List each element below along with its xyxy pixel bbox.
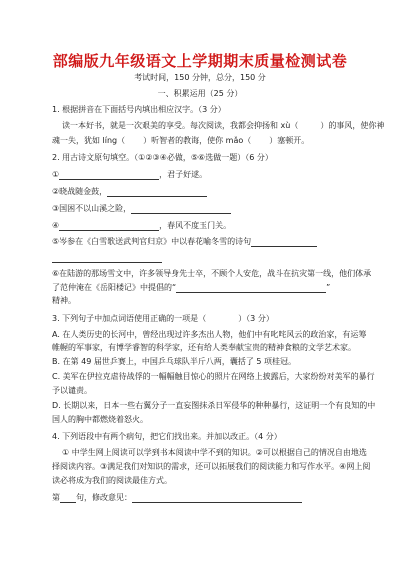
exam-info: 考试时间，150 分钟，总分，150 分 [134,73,266,82]
poem-item-6: ⑥在陆游的那场雪文中，许多领导身先士卒，不顾个人安危，战斗在抗灾第一线，他们体承 [52,269,372,278]
option-a: A. 在人类历史的长河中，曾经出现过许多杰出人物，他们中有叱咤风云的政治家，有运筹 [52,330,367,339]
option-d-cont: 国人的胸中都燃烧着怒火。 [52,415,148,424]
text-segment: ” [326,283,331,292]
question-4-prompt: 4. 下列语段中有两个病句，把它们找出来。并加以改正。（4 分） [52,432,282,441]
revision-blank[interactable] [132,494,302,503]
question-3-prompt [52,314,362,324]
pinyin-answer-blank[interactable] [298,123,320,131]
text-segment: 3. 下列句子中加点词语使用正确的一项是 [52,314,199,323]
poem-item-4 [52,221,362,231]
item-number: ① [52,170,60,179]
pinyin-answer-blank[interactable] [251,138,269,146]
poem-item-3 [52,204,362,214]
text-segment: 第 [52,493,60,502]
text-segment: ）的事风，使你神 [320,121,385,130]
answer-blank[interactable] [107,188,207,197]
item-number: ④ [52,221,60,230]
answer-blank[interactable] [52,254,162,263]
text-segment: 读一本好书，就是一次艰美的享受。每次阅读，我都会抑扬和 xù（ [62,121,299,130]
question-2-prompt: 2. 用古诗文原句填空。（①②③④必做，⑤⑥选做一题）（6 分） [52,153,273,162]
paragraph-line: ① 中学生网上阅读可以学到书本阅读中学不到的知识。②可以根据自己的情况自由地选 [62,448,367,457]
answer-blank[interactable] [59,222,159,231]
sentence-number-blank[interactable] [60,494,76,503]
text-segment: ③国困不以山溪之险， [52,204,132,213]
text-segment: ，君子好逑。 [159,170,208,179]
text-segment: ⑤岑参在《白雪歌送武判官归京》中以春花喻冬雪的诗句 [52,237,252,246]
answer-blank[interactable] [59,171,159,180]
poem-item-1 [52,170,362,180]
pinyin-answer-blank[interactable] [125,138,143,146]
paragraph-line: 择阅读内容。③满足我们对知识的需求，还可以拓展我们的阅读能力和写作水平。④网上阅 [52,462,371,471]
option-c-cont: 予以谴责。 [52,386,92,395]
poem-item-6-cont [52,283,362,293]
question-1-text-line [62,121,385,131]
text-segment: 句，修改意见： [76,493,132,502]
option-a-cont: 帷幄的军事家，有博学睿智的科学家，还有给人类奉献宝贵的精神食粮的文学艺术家。 [52,343,356,352]
question-1-text-line [52,136,362,146]
option-d: D. 长期以来，日本一些右翼分子一直妄图抹杀日军侵华的种种暴行，这证明一个有良知的中 [52,401,376,410]
fix-line [52,493,362,503]
text-segment: ，春风不度玉门关。 [159,221,232,230]
text-segment: ）听智者的教诲，使你 mǎo（ [143,136,252,145]
section-heading: 一、积累运用（25 分） [157,89,243,98]
text-segment: ）（3 分） [238,314,274,323]
question-1-prompt: 1. 根据拼音在下面括号内填出相应汉字。（3 分） [52,105,226,114]
text-segment: 魂一失，犹如 líng（ [52,136,126,145]
answer-blank[interactable] [131,205,231,214]
poem-item-5-cont [52,253,362,263]
answer-blank[interactable] [251,238,317,247]
choice-answer-blank[interactable]: （ [198,314,207,323]
page-title: 部编版九年级语文上学期期末质量检测试卷 [52,52,348,70]
answer-blank[interactable] [176,284,326,293]
option-c: C. 美军在伊拉克虐待战俘的一幅幅触目惊心的照片在网络上披露后，大家纷纷对美军的暴行 [52,372,375,381]
text-segment: 了范仲淹在《岳阳楼记》中提倡的“ [52,283,177,292]
option-b: B. 在第 49 届世乒赛上，中国乒乓球队半斤八两，囊括了 5 项桂冠。 [52,357,297,366]
poem-item-6-end: 精神。 [52,296,76,305]
text-segment: ②晓战随金鼓， [52,187,108,196]
paragraph-line: 读必将成为我们的阅读最佳方式。 [52,476,172,485]
poem-item-5 [52,237,362,247]
text-segment: ）塞顿开。 [269,136,310,145]
poem-item-2 [52,187,362,197]
